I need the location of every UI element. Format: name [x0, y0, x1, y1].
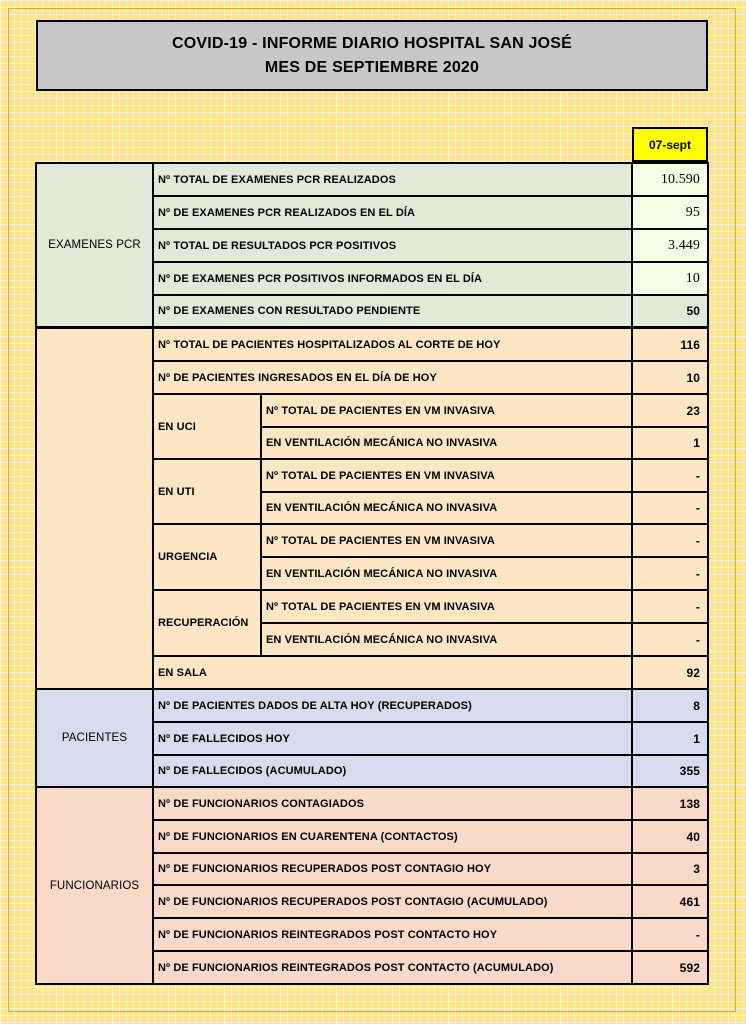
report-title	[36, 20, 708, 91]
row-label: EN VENTILACIÓN MECÁNICA NO INVASIVA	[261, 427, 632, 459]
row-label: EN VENTILACIÓN MECÁNICA NO INVASIVA	[261, 557, 632, 590]
row-label: EN SALA	[153, 656, 632, 689]
row-value: -	[632, 459, 708, 492]
row-value: -	[632, 557, 708, 590]
row-value: 95	[632, 196, 708, 229]
row-value: 592	[632, 951, 708, 984]
row-value: 10	[632, 262, 708, 295]
row-label: Nº DE FUNCIONARIOS RECUPERADOS POST CONTAGIO (ACUMULADO)	[153, 885, 632, 918]
row-label: Nº TOTAL DE PACIENTES EN VM INVASIVA	[261, 459, 632, 492]
row-label: Nº DE EXAMENES CON RESULTADO PENDIENTE	[153, 295, 632, 327]
row-label: Nº DE PACIENTES INGRESADOS EN EL DÍA DE HOY	[153, 361, 632, 394]
row-label: Nº DE EXAMENES PCR POSITIVOS INFORMADOS EN EL DÍA	[153, 262, 632, 295]
row-label: Nº DE FUNCIONARIOS CONTAGIADOS	[153, 787, 632, 820]
row-value: 355	[632, 755, 708, 787]
row-value: -	[632, 492, 708, 524]
row-label: EN VENTILACIÓN MECÁNICA NO INVASIVA	[261, 492, 632, 524]
row-value: 461	[632, 885, 708, 918]
row-value: -	[632, 623, 708, 656]
unit-uci: EN UCI	[153, 394, 261, 459]
category-pacientes: PACIENTES	[36, 689, 153, 787]
row-value: 3.449	[632, 229, 708, 262]
row-label: Nº TOTAL DE EXAMENES PCR REALIZADOS	[153, 163, 632, 196]
row-label: Nº DE EXAMENES PCR REALIZADOS EN EL DÍA	[153, 196, 632, 229]
row-value: 92	[632, 656, 708, 689]
row-label: Nº DE FUNCIONARIOS EN CUARENTENA (CONTACTOS)	[153, 820, 632, 853]
row-label: Nº DE PACIENTES DADOS DE ALTA HOY (RECUPERADOS)	[153, 689, 632, 722]
row-label: Nº TOTAL DE PACIENTES HOSPITALIZADOS AL CORTE DE HOY	[153, 328, 632, 361]
title-line-2: MES DE SEPTIEMBRE 2020	[264, 58, 480, 76]
row-value: -	[632, 524, 708, 557]
row-value: 1	[632, 427, 708, 459]
row-label: Nº DE FUNCIONARIOS RECUPERADOS POST CONTAGIO HOY	[153, 853, 632, 885]
row-value: 23	[632, 394, 708, 427]
row-value: 50	[632, 295, 708, 327]
unit-uti: EN UTI	[153, 459, 261, 524]
row-value: -	[632, 590, 708, 623]
report-date: 07-sept	[632, 127, 708, 162]
row-value: 138	[632, 787, 708, 820]
title-line-1: COVID-19 - INFORME DIARIO HOSPITAL SAN JOSÉ	[171, 34, 573, 52]
category-funcionarios: FUNCIONARIOS	[36, 787, 153, 984]
row-label: Nº DE FUNCIONARIOS REINTEGRADOS POST CONTACTO (ACUMULADO)	[153, 951, 632, 984]
row-value: 10.590	[632, 163, 708, 196]
unit-urgencia: URGENCIA	[153, 524, 261, 590]
row-label: Nº TOTAL DE PACIENTES EN VM INVASIVA	[261, 590, 632, 623]
row-value: 10	[632, 361, 708, 394]
row-value: 40	[632, 820, 708, 853]
row-value: 1	[632, 722, 708, 755]
row-value: 116	[632, 328, 708, 361]
row-value: 8	[632, 689, 708, 722]
row-label: Nº DE FUNCIONARIOS REINTEGRADOS POST CONTACTO HOY	[153, 918, 632, 951]
row-value: 3	[632, 853, 708, 885]
row-label: Nº DE FALLECIDOS (ACUMULADO)	[153, 755, 632, 787]
row-value: -	[632, 918, 708, 951]
row-label: EN VENTILACIÓN MECÁNICA NO INVASIVA	[261, 623, 632, 656]
category-hospitalizados	[36, 328, 153, 689]
row-label: Nº TOTAL DE RESULTADOS PCR POSITIVOS	[153, 229, 632, 262]
row-label: Nº TOTAL DE PACIENTES EN VM INVASIVA	[261, 524, 632, 557]
unit-recuperacion: RECUPERACIÓN	[153, 590, 261, 656]
row-label: Nº TOTAL DE PACIENTES EN VM INVASIVA	[261, 394, 632, 427]
row-label: Nº DE FALLECIDOS HOY	[153, 722, 632, 755]
category-examenes-pcr: EXAMENES PCR	[36, 163, 153, 327]
